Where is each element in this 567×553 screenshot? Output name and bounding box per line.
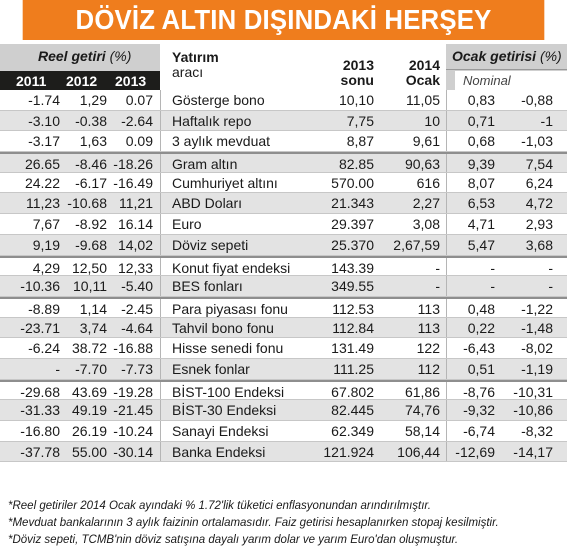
col-2014-header — [406, 58, 440, 88]
column-divider — [160, 299, 161, 317]
nominal-return-cell: 5,47 — [467, 236, 495, 253]
real-return-cell: -0,88 — [521, 92, 553, 108]
table-row — [0, 442, 567, 463]
col-2013-year: 2013 — [342, 57, 374, 73]
column-divider — [160, 90, 161, 110]
value-2014-ocak-cell: 113 — [417, 300, 440, 317]
instrument-name-cell: BİST-100 Endeksi — [172, 383, 285, 400]
real-return-cell: -8,02 — [521, 340, 553, 357]
reel-2011-cell: 7,67 — [32, 216, 60, 233]
real-return-cell: -10,31 — [513, 383, 553, 400]
reel-2012-cell: -0.38 — [75, 112, 107, 129]
column-divider — [160, 131, 161, 151]
value-2013-cell: 25.370 — [331, 236, 374, 253]
column-divider — [160, 276, 161, 296]
reel-2011-cell: -31.33 — [20, 402, 60, 419]
araci-header: aracı — [172, 64, 204, 80]
instrument-name-cell: Euro — [172, 216, 202, 233]
reel-2011-cell: 26.65 — [24, 156, 60, 173]
footnotes — [8, 498, 563, 549]
instrument-name-cell: Cumhuriyet altını — [172, 174, 278, 191]
column-divider — [446, 442, 447, 462]
column-divider — [446, 338, 447, 358]
value-2013-cell: 349.55 — [331, 278, 374, 295]
col-2013-header — [341, 58, 374, 88]
table-row — [0, 380, 567, 401]
value-2014-ocak-cell: 616 — [416, 174, 440, 191]
column-divider — [160, 235, 161, 255]
reel-2012-cell: -6.17 — [75, 174, 107, 191]
reel-getiri-unit: (%) — [109, 48, 132, 64]
year-2011-header: 2011 — [16, 73, 47, 89]
nominal-return-cell: 6,53 — [467, 195, 495, 212]
instrument-name-cell: Gösterge bono — [172, 92, 265, 108]
instrument-name-cell: BES fonları — [172, 278, 243, 295]
reel-2012-cell: 43.69 — [71, 383, 107, 400]
reel-2011-cell: -6.24 — [28, 340, 60, 357]
page-title: DÖVİZ ALTIN DIŞINDAKİ HERŞEY MAĞLUP — [23, 0, 545, 40]
column-divider — [446, 382, 447, 400]
table-row — [0, 90, 567, 111]
table-body — [0, 90, 567, 462]
instrument-name-cell: 3 aylık mevduat — [172, 133, 271, 150]
value-2013-cell: 21.343 — [331, 195, 374, 212]
value-2013-cell: 131.49 — [331, 340, 374, 357]
reel-2013-cell: -30.14 — [113, 443, 153, 460]
table-row — [0, 338, 567, 359]
reel-2012-cell: 10,11 — [73, 278, 107, 295]
value-2013-cell: 10,10 — [338, 92, 374, 108]
value-2014-ocak-cell: 106,44 — [397, 443, 440, 460]
reel-2013-cell: -2.64 — [121, 112, 153, 129]
value-2013-cell: 570.00 — [331, 174, 374, 191]
nominal-return-cell: 0,83 — [467, 92, 495, 108]
value-2013-cell: 8,87 — [346, 133, 374, 150]
real-return-cell: -1,19 — [521, 360, 553, 377]
value-2014-ocak-cell: 2,67,59 — [393, 236, 440, 253]
value-2014-ocak-cell: 122 — [416, 340, 440, 357]
value-2014-ocak-cell: 74,76 — [404, 402, 440, 419]
ocak-header-divider — [446, 69, 567, 70]
real-return-cell: 3,68 — [525, 236, 553, 253]
footnote-2: *Mevduat bankalarının 3 aylık faizinin ortalamasıdır. Faiz getirisi hesaplanırken stopaj kesilmiştir. — [8, 517, 499, 529]
reel-2013-cell: 12,33 — [117, 259, 153, 276]
reel-2012-cell: 38.72 — [71, 340, 107, 357]
table-row — [0, 421, 567, 442]
real-return-cell: -1 — [540, 112, 553, 129]
table-row — [0, 359, 567, 380]
table-row — [0, 173, 567, 194]
year-2012-header: 2012 — [66, 73, 98, 89]
real-return-cell: 4,72 — [525, 195, 553, 212]
value-2013-cell: 67.802 — [331, 383, 374, 400]
nominal-return-cell: -9,32 — [463, 402, 495, 419]
reel-2011-cell: 4,29 — [32, 259, 60, 276]
table-header — [0, 40, 567, 90]
table-row — [0, 256, 567, 277]
column-divider — [160, 338, 161, 358]
column-divider — [160, 154, 161, 172]
column-divider — [160, 400, 161, 420]
column-divider — [446, 299, 447, 317]
reel-2013-cell: -19.28 — [113, 383, 153, 400]
column-divider — [446, 235, 447, 255]
reel-2011-cell: 11,23 — [26, 195, 60, 212]
reel-getiri-label: Reel getiri — [38, 48, 106, 64]
footnote-3: *Döviz sepeti, TCMB'nin döviz satışına dayalı yarım dolar ve yarım Euro'dan oluşmuştur. — [8, 534, 459, 546]
column-divider — [160, 214, 161, 234]
nominal-return-cell: 4,71 — [467, 216, 495, 233]
reel-2011-cell: -1.74 — [28, 92, 60, 108]
reel-2013-cell: -4.64 — [121, 319, 153, 336]
instrument-name-cell: Sanayi Endeksi — [172, 423, 269, 439]
real-return-cell: 7,54 — [525, 156, 553, 173]
col-2014-year: 2014 — [408, 57, 440, 73]
real-return-cell: -14,17 — [513, 443, 553, 460]
value-2013-cell: 143.39 — [331, 259, 374, 276]
reel-2012-cell: 26.19 — [71, 423, 107, 439]
column-divider — [446, 400, 447, 420]
ocak-getirisi-title — [452, 48, 562, 64]
nominal-return-cell: 0,22 — [467, 319, 495, 336]
table-row — [0, 276, 567, 297]
table-row — [0, 235, 567, 256]
column-divider — [160, 111, 161, 131]
column-divider — [446, 421, 447, 441]
nominal-return-cell: 0,71 — [467, 112, 495, 129]
value-2014-ocak-cell: 58,14 — [404, 423, 440, 439]
reel-2012-cell: -8.46 — [75, 156, 107, 173]
reel-2012-cell: 12,50 — [71, 259, 107, 276]
value-2013-cell: 62.349 — [331, 423, 374, 439]
instrument-name-cell: Para piyasası fonu — [172, 300, 288, 317]
reel-2012-cell: -10.68 — [67, 195, 107, 212]
ocak-getirisi-unit: (%) — [539, 48, 562, 64]
nominal-return-cell: 0,48 — [467, 300, 495, 317]
table-row — [0, 193, 567, 214]
real-return-cell: 6,24 — [525, 174, 553, 191]
reel-2012-cell: 1,29 — [79, 92, 107, 108]
table-row — [0, 131, 567, 152]
value-2013-cell: 112.53 — [332, 300, 374, 317]
reel-2013-cell: -16.49 — [113, 174, 153, 191]
real-return-cell: -1,48 — [521, 319, 553, 336]
col-2013-sub: sonu — [340, 72, 374, 88]
nominal-return-cell: 0,68 — [467, 133, 495, 150]
reel-2013-cell: -2.45 — [121, 300, 153, 317]
column-divider — [160, 318, 161, 338]
instrument-name-cell: Döviz sepeti — [172, 236, 249, 253]
reel-2011-cell: -8.89 — [28, 300, 60, 317]
table-row — [0, 111, 567, 132]
value-2014-ocak-cell: 10 — [424, 112, 440, 129]
column-divider — [446, 359, 447, 379]
column-divider — [446, 214, 447, 234]
column-divider — [160, 421, 161, 441]
value-2013-cell: 121.924 — [323, 443, 374, 460]
ocak-getirisi-label: Ocak getirisi — [452, 48, 537, 64]
reel-2012-cell: -7.70 — [75, 360, 107, 377]
reel-2012-cell: 1,63 — [79, 133, 107, 150]
yatirim-header: Yatırım — [172, 49, 219, 65]
reel-2012-cell: -8.92 — [75, 216, 107, 233]
reel-2011-cell: -23.71 — [20, 319, 60, 336]
table-row — [0, 318, 567, 339]
reel-2011-cell: -3.10 — [28, 112, 60, 129]
value-2014-ocak-cell: 112 — [417, 360, 440, 377]
column-divider — [446, 258, 447, 276]
reel-2013-cell: 0.09 — [125, 133, 153, 150]
reel-2011-cell: -3.17 — [28, 133, 60, 150]
nominal-return-cell: 9,39 — [467, 156, 495, 173]
reel-2012-cell: 55.00 — [71, 443, 107, 460]
value-2014-ocak-cell: 9,61 — [412, 133, 440, 150]
reel-2011-cell: 24.22 — [24, 174, 60, 191]
table-row — [0, 400, 567, 421]
reel-2012-cell: 3,74 — [79, 319, 107, 336]
reel-2013-cell: -5.40 — [121, 278, 153, 295]
column-divider — [160, 173, 161, 193]
instrument-name-cell: Hisse senedi fonu — [172, 340, 284, 357]
value-2013-cell: 82.445 — [331, 402, 374, 419]
reel-2013-cell: -18.26 — [113, 156, 153, 173]
year-2013-header: 2013 — [115, 73, 147, 89]
real-return-cell: -8,32 — [521, 423, 553, 439]
value-2014-ocak-cell: 113 — [417, 319, 440, 336]
reel-2013-cell: 16.14 — [117, 216, 153, 233]
real-return-cell: - — [548, 278, 553, 295]
nominal-return-cell: -6,74 — [463, 423, 495, 439]
column-divider — [160, 382, 161, 400]
reel-2011-cell: -10.36 — [20, 278, 60, 295]
instrument-name-cell: ABD Doları — [172, 195, 243, 212]
instrument-name-cell: Haftalık repo — [172, 112, 252, 129]
col-2014-sub: Ocak — [405, 72, 440, 88]
real-return-cell: 2,93 — [525, 216, 553, 233]
nominal-subheader: Nominal — [455, 71, 567, 90]
nominal-return-cell: -8,76 — [463, 383, 495, 400]
column-divider — [446, 276, 447, 296]
nominal-return-cell: 0,51 — [467, 360, 495, 377]
real-return-cell: -10,86 — [513, 402, 553, 419]
reel-2011-cell: -16.80 — [20, 423, 60, 439]
reel-2013-cell: 0.07 — [125, 92, 153, 108]
column-divider — [446, 111, 447, 131]
reel-2012-cell: -9.68 — [75, 236, 107, 253]
reel-2013-cell: 11,21 — [119, 195, 153, 212]
reel-getiri-title — [38, 48, 131, 64]
column-divider — [446, 318, 447, 338]
table-row — [0, 297, 567, 318]
real-return-cell: -1,22 — [521, 300, 553, 317]
reel-2013-cell: -10.24 — [113, 423, 153, 439]
value-2014-ocak-cell: 11,05 — [406, 92, 440, 108]
value-2014-ocak-cell: 2,27 — [412, 195, 440, 212]
value-2013-cell: 82.85 — [338, 156, 374, 173]
reel-2011-cell: -37.78 — [20, 443, 60, 460]
value-2014-ocak-cell: 90,63 — [404, 156, 440, 173]
reel-2013-cell: -7.73 — [121, 360, 153, 377]
reel-2013-cell: -16.88 — [113, 340, 153, 357]
instrument-name-cell: Konut fiyat endeksi — [172, 259, 291, 276]
value-2013-cell: 112.84 — [332, 319, 374, 336]
column-divider — [446, 154, 447, 172]
reel-2012-cell: 49.19 — [71, 402, 107, 419]
value-2013-cell: 111.25 — [333, 360, 374, 377]
value-2013-cell: 7,75 — [346, 112, 374, 129]
instrument-name-cell: Tahvil bono fonu — [172, 319, 274, 336]
table-row — [0, 214, 567, 235]
real-return-cell: - — [548, 259, 553, 276]
reel-2012-cell: 1,14 — [79, 300, 107, 317]
nominal-return-cell: -12,69 — [455, 443, 495, 460]
value-2014-ocak-cell: - — [435, 278, 440, 295]
column-divider — [446, 173, 447, 193]
column-divider — [160, 359, 161, 379]
instrument-name-cell: Banka Endeksi — [172, 443, 266, 460]
column-divider — [160, 193, 161, 213]
value-2014-ocak-cell: - — [435, 259, 440, 276]
column-divider — [446, 131, 447, 151]
instrument-name-cell: Esnek fonlar — [172, 360, 250, 377]
value-2013-cell: 29.397 — [331, 216, 374, 233]
instrument-name-cell: Gram altın — [172, 156, 238, 173]
instrument-name-cell: BİST-30 Endeksi — [172, 402, 277, 419]
nominal-return-cell: -6,43 — [463, 340, 495, 357]
reel-2013-cell: 14,02 — [117, 236, 153, 253]
nominal-return-cell: 8,07 — [467, 174, 495, 191]
reel-2011-cell: - — [55, 360, 60, 377]
column-divider — [446, 193, 447, 213]
reel-2013-cell: -21.45 — [113, 402, 153, 419]
value-2014-ocak-cell: 61,86 — [404, 383, 440, 400]
reel-2011-cell: -29.68 — [20, 383, 60, 400]
reel-2011-cell: 9,19 — [32, 236, 60, 253]
column-divider — [160, 442, 161, 462]
table-row — [0, 152, 567, 173]
footnote-1: *Reel getiriler 2014 Ocak ayındaki % 1.72'lik tüketici enflasyonundan arındırılmıştır. — [8, 500, 432, 512]
nominal-return-cell: - — [490, 259, 495, 276]
real-return-cell: -1,03 — [521, 133, 553, 150]
nominal-return-cell: - — [490, 278, 495, 295]
column-divider — [160, 258, 161, 276]
column-divider — [446, 90, 447, 110]
value-2014-ocak-cell: 3,08 — [412, 216, 440, 233]
